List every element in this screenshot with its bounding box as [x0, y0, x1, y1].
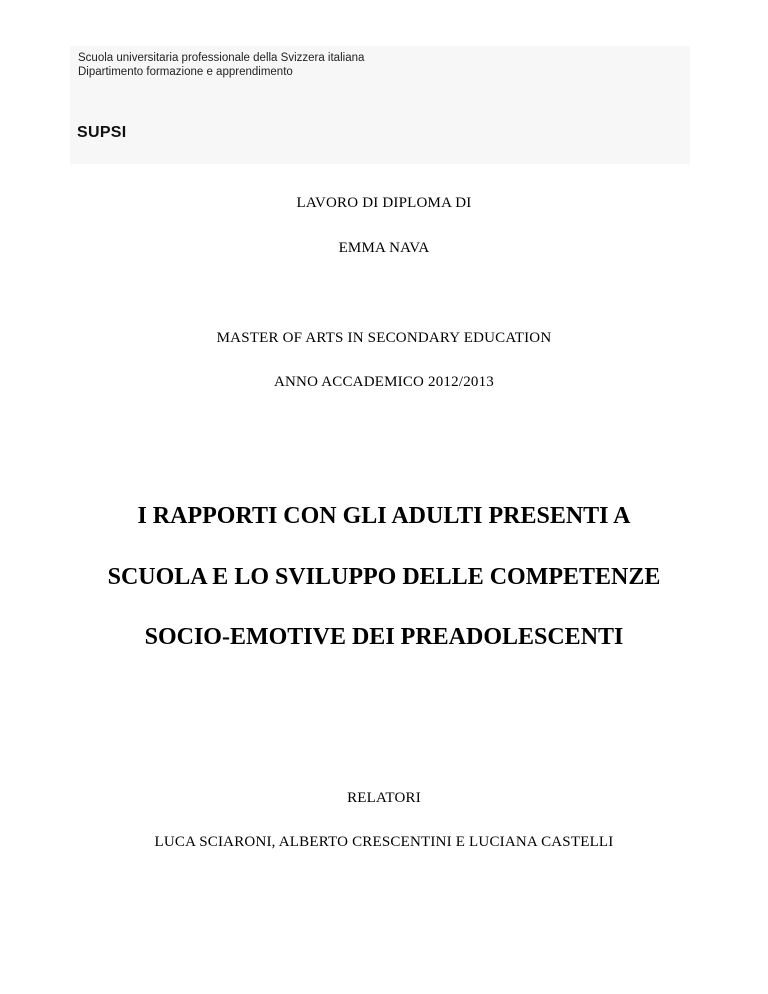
thesis-title-line-1: I RAPPORTI CON GLI ADULTI PRESENTI A — [137, 503, 631, 529]
supsi-logo: SUPSI — [77, 124, 127, 141]
thesis-title-line-2: SCUOLA E LO SVILUPPO DELLE COMPETENZE — [107, 564, 661, 590]
institution-name: Scuola universitaria professionale della Svizzera italiana — [78, 52, 365, 64]
academic-year: ANNO ACCADEMICO 2012/2013 — [273, 374, 494, 390]
department-name: Dipartimento formazione e apprendimento — [78, 66, 293, 78]
thesis-label: LAVORO DI DIPLOMA DI — [296, 195, 472, 211]
thesis-title-line-3: SOCIO-EMOTIVE DEI PREADOLESCENTI — [144, 624, 624, 650]
program-name: MASTER OF ARTS IN SECONDARY EDUCATION — [216, 330, 552, 346]
supervisors-names: LUCA SCIARONI, ALBERTO CRESCENTINI E LUCIANA CASTELLI — [154, 834, 614, 850]
supervisors-label: RELATORI — [347, 790, 421, 806]
author-name: EMMA NAVA — [338, 240, 430, 256]
